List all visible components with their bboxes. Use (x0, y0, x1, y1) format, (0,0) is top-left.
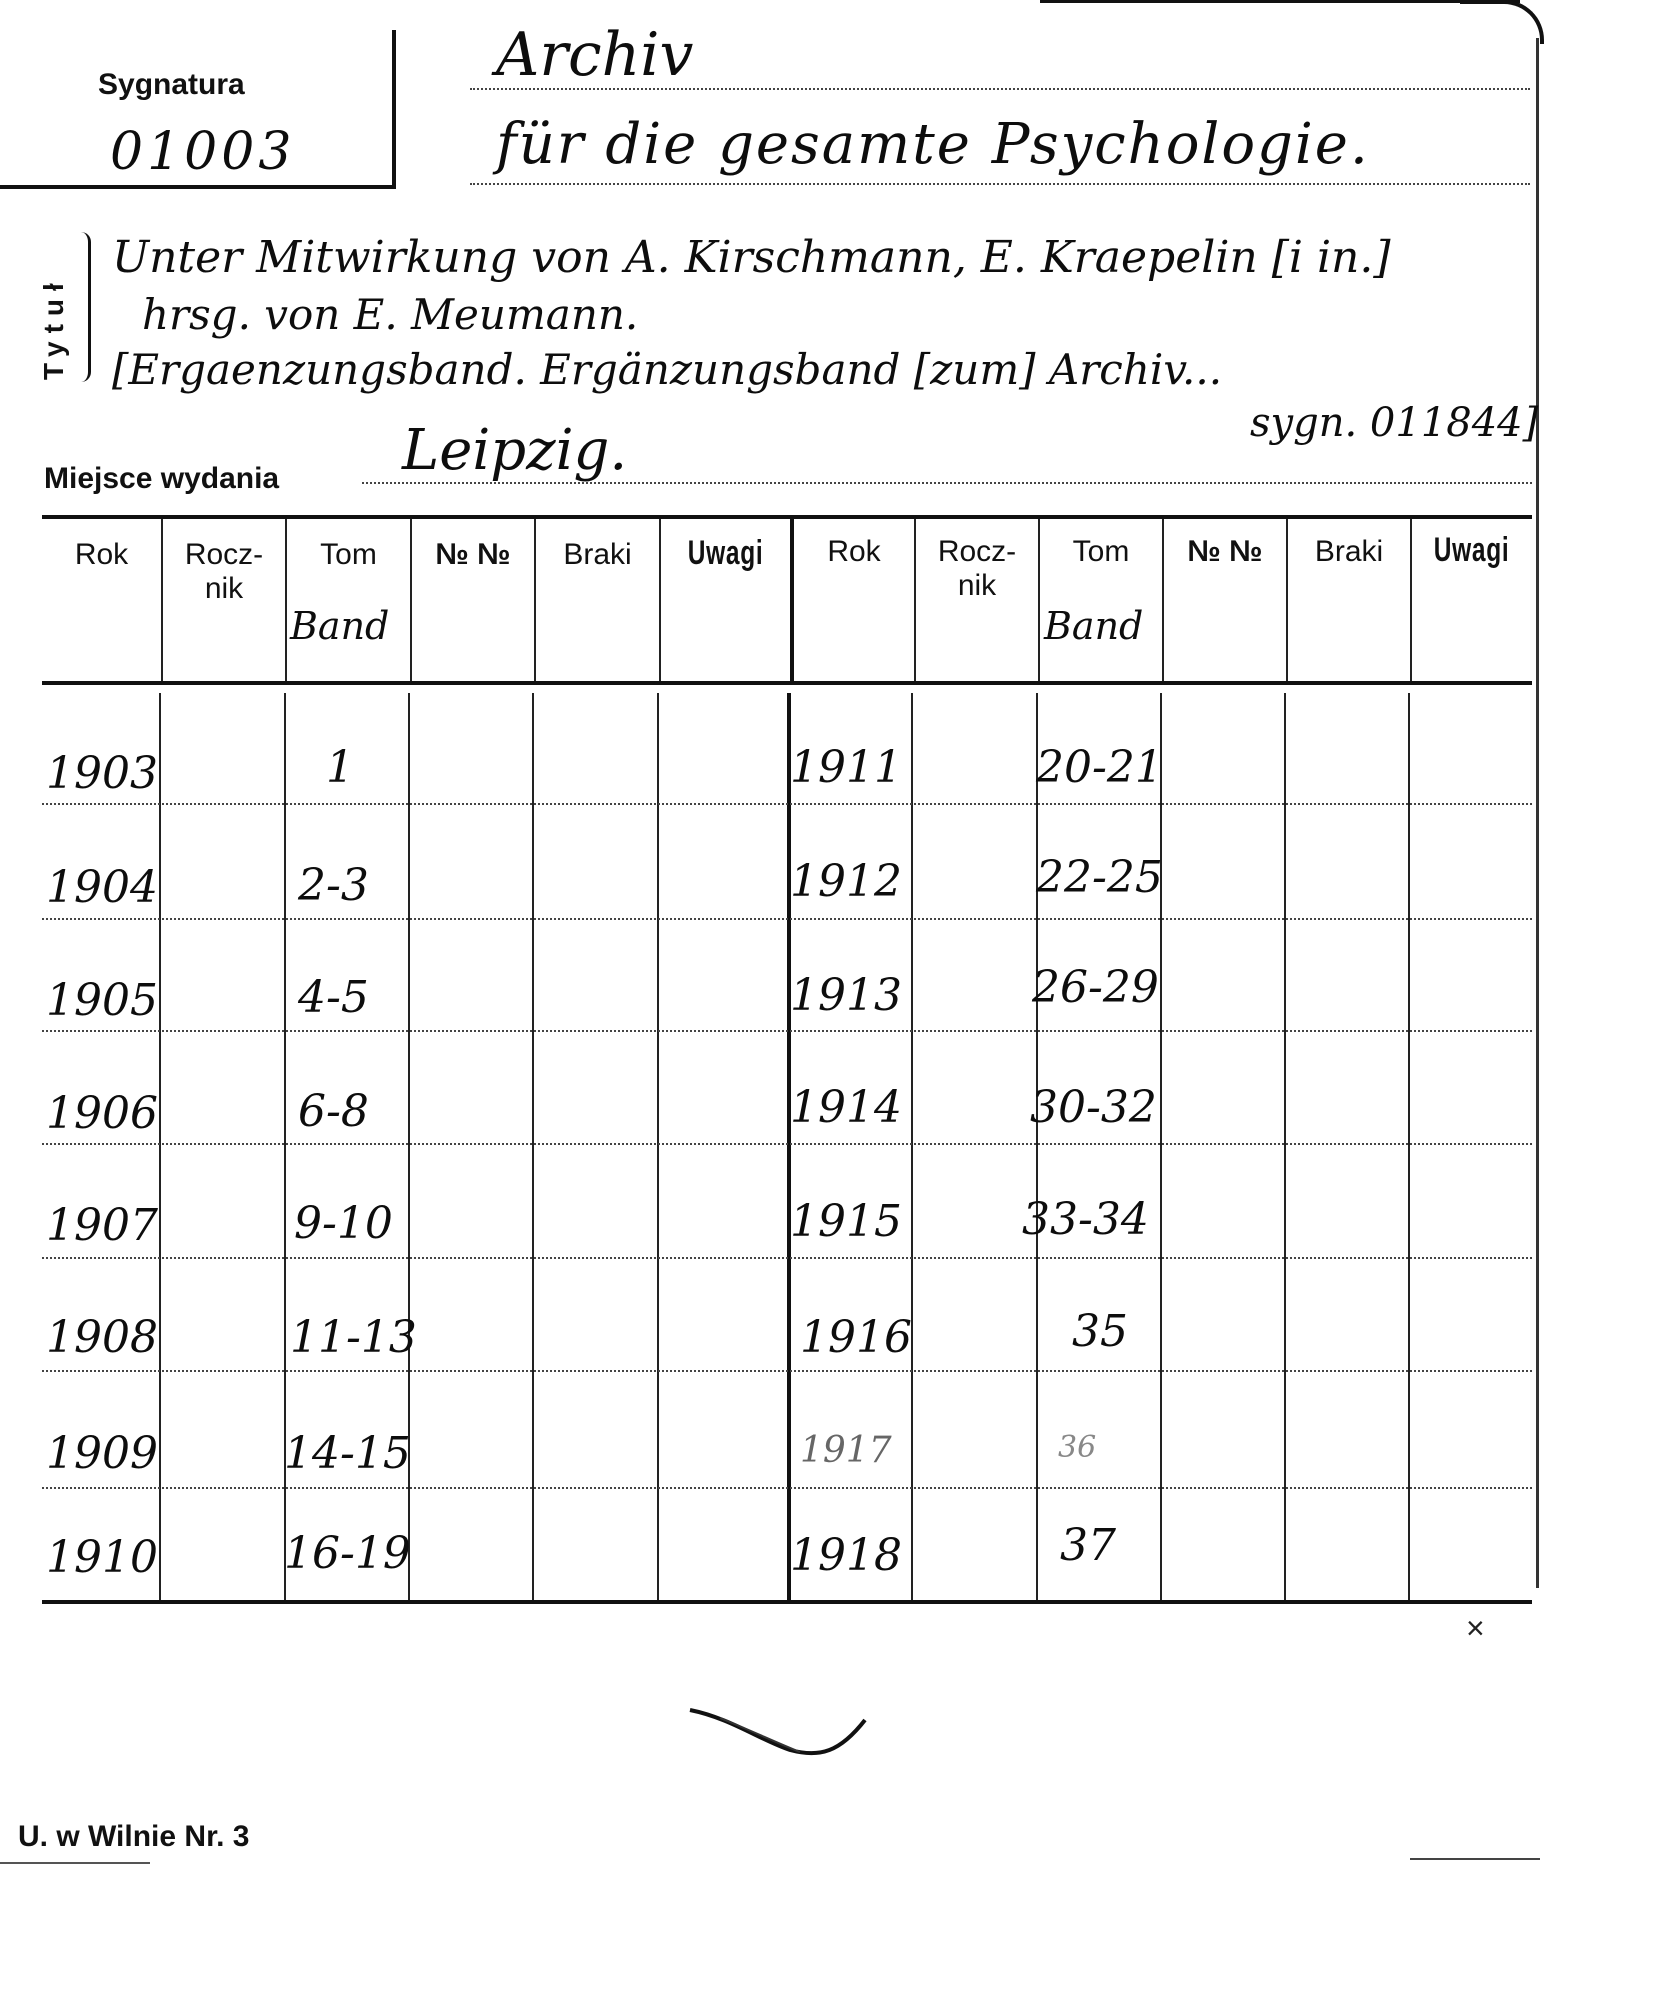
header-uwagi-text: Uwagi (687, 534, 764, 572)
table-cell-tom: 9-10 (294, 1198, 393, 1249)
table-cell-tom: 20-21 (1036, 742, 1163, 793)
header-braki: Braki (1314, 535, 1384, 568)
card-top-edge (1040, 0, 1520, 3)
table-cell-rok: 1906 (46, 1088, 158, 1139)
header-tom: Tom (1072, 535, 1130, 568)
column-divider (1160, 693, 1162, 1600)
card-right-edge (1536, 38, 1539, 1588)
table-cell-tom: 14-15 (284, 1428, 411, 1479)
header-rocznik: Rocz- nik (937, 535, 1017, 602)
header-rok: Rok (74, 538, 129, 571)
title-rule-1 (470, 88, 1530, 90)
header-braki: Braki (563, 538, 632, 571)
header-numery: № № (435, 538, 511, 571)
table-cell-tom: 16-19 (284, 1528, 411, 1579)
table-cell-tom: 22-25 (1036, 852, 1163, 903)
title-line-3: Unter Mitwirkung von A. Kirschmann, E. Kraepelin [i in.] (112, 232, 1391, 283)
title-line-1: Archiv (496, 20, 694, 90)
table-cell-rok: 1903 (46, 748, 158, 799)
table-cell-tom: 1 (326, 742, 354, 793)
signature-box (0, 30, 396, 189)
table-cell-tom: 33-34 (1022, 1194, 1149, 1245)
table-bottom-rule (42, 1600, 1532, 1604)
cross-mark: × (1466, 1610, 1485, 1646)
header-tom: Tom (320, 538, 377, 571)
table-cell-rok: 1916 (800, 1312, 912, 1363)
row-rule (42, 1370, 1532, 1372)
title-line-5: [Ergaenzungsband. Ergänzungsband [zum] Archiv... (112, 345, 1223, 394)
table-cell-tom: 6-8 (298, 1086, 369, 1137)
table-cell-rok: 1910 (46, 1532, 158, 1583)
row-rule (42, 1030, 1532, 1032)
header-uwagi (1412, 533, 1532, 569)
table-cell-tom: 30-32 (1030, 1082, 1157, 1133)
table-cell-rok: 1918 (790, 1530, 902, 1581)
footer-rule-right (1410, 1858, 1540, 1860)
footer-text: U. w Wilnie Nr. 3 (18, 1820, 250, 1853)
signature-label: Sygnatura (98, 68, 245, 101)
column-divider (159, 693, 161, 1600)
table-cell-tom: 2-3 (298, 860, 369, 911)
header-rocznik: Rocz- nik (184, 538, 264, 605)
table-cell-rok: 1911 (790, 742, 902, 793)
row-rule (42, 1143, 1532, 1145)
table-cell-rok: 1904 (46, 862, 158, 913)
place-label: Miejsce wydania (44, 462, 280, 495)
title-rule-2 (470, 183, 1530, 185)
table-cell-tom: 35 (1072, 1306, 1128, 1357)
title-line-4: hrsg. von E. Meumann. (142, 290, 639, 339)
header-rok: Rok (827, 535, 881, 568)
table-cell-rok: 1917 (800, 1430, 892, 1471)
header-tom-note: Band (290, 604, 390, 648)
column-divider (911, 693, 913, 1600)
table-top-rule (42, 515, 1532, 519)
table-cell-tom: 4-5 (298, 972, 369, 1023)
column-divider (657, 693, 659, 1600)
table-cell-rok: 1912 (790, 856, 902, 907)
column-divider (532, 693, 534, 1600)
row-rule (42, 803, 1532, 805)
row-rule (42, 1487, 1532, 1489)
place-value: Leipzig. (402, 418, 628, 483)
header-uwagi-text: Uwagi (1434, 531, 1510, 569)
column-divider (1284, 693, 1286, 1600)
table-cell-rok: 1908 (46, 1312, 158, 1363)
table-header-rule (42, 681, 1532, 685)
table-cell-rok: 1909 (46, 1428, 158, 1479)
footer-rule (0, 1862, 150, 1864)
table-cell-rok: 1905 (46, 975, 158, 1026)
header-tom-note: Band (1044, 604, 1144, 648)
table-cell-tom: 37 (1060, 1520, 1116, 1571)
title-label: Tytuł (38, 275, 69, 380)
title-line-2: für die gesamte Psychologie. (496, 112, 1370, 177)
row-rule (42, 1257, 1532, 1259)
pen-stroke-mark (680, 1690, 880, 1770)
signature-value: 01003 (110, 122, 296, 182)
column-divider (1408, 693, 1410, 1600)
title-line-6: sygn. 011844] (1250, 400, 1539, 446)
title-bracket (74, 232, 91, 382)
table-cell-tom: 36 (1058, 1430, 1097, 1465)
column-divider (1036, 693, 1038, 1600)
table-cell-rok: 1907 (46, 1200, 158, 1251)
table-center-divider (787, 693, 791, 1600)
header-uwagi (661, 536, 790, 572)
table-cell-rok: 1915 (790, 1196, 902, 1247)
row-rule (42, 918, 1532, 920)
header-numery: № № (1187, 535, 1263, 568)
table-cell-rok: 1913 (790, 970, 902, 1021)
table-cell-rok: 1914 (790, 1082, 902, 1133)
table-cell-tom: 26-29 (1032, 962, 1159, 1013)
table-cell-tom: 11-13 (290, 1312, 417, 1363)
card-top-right-corner (1460, 0, 1544, 44)
